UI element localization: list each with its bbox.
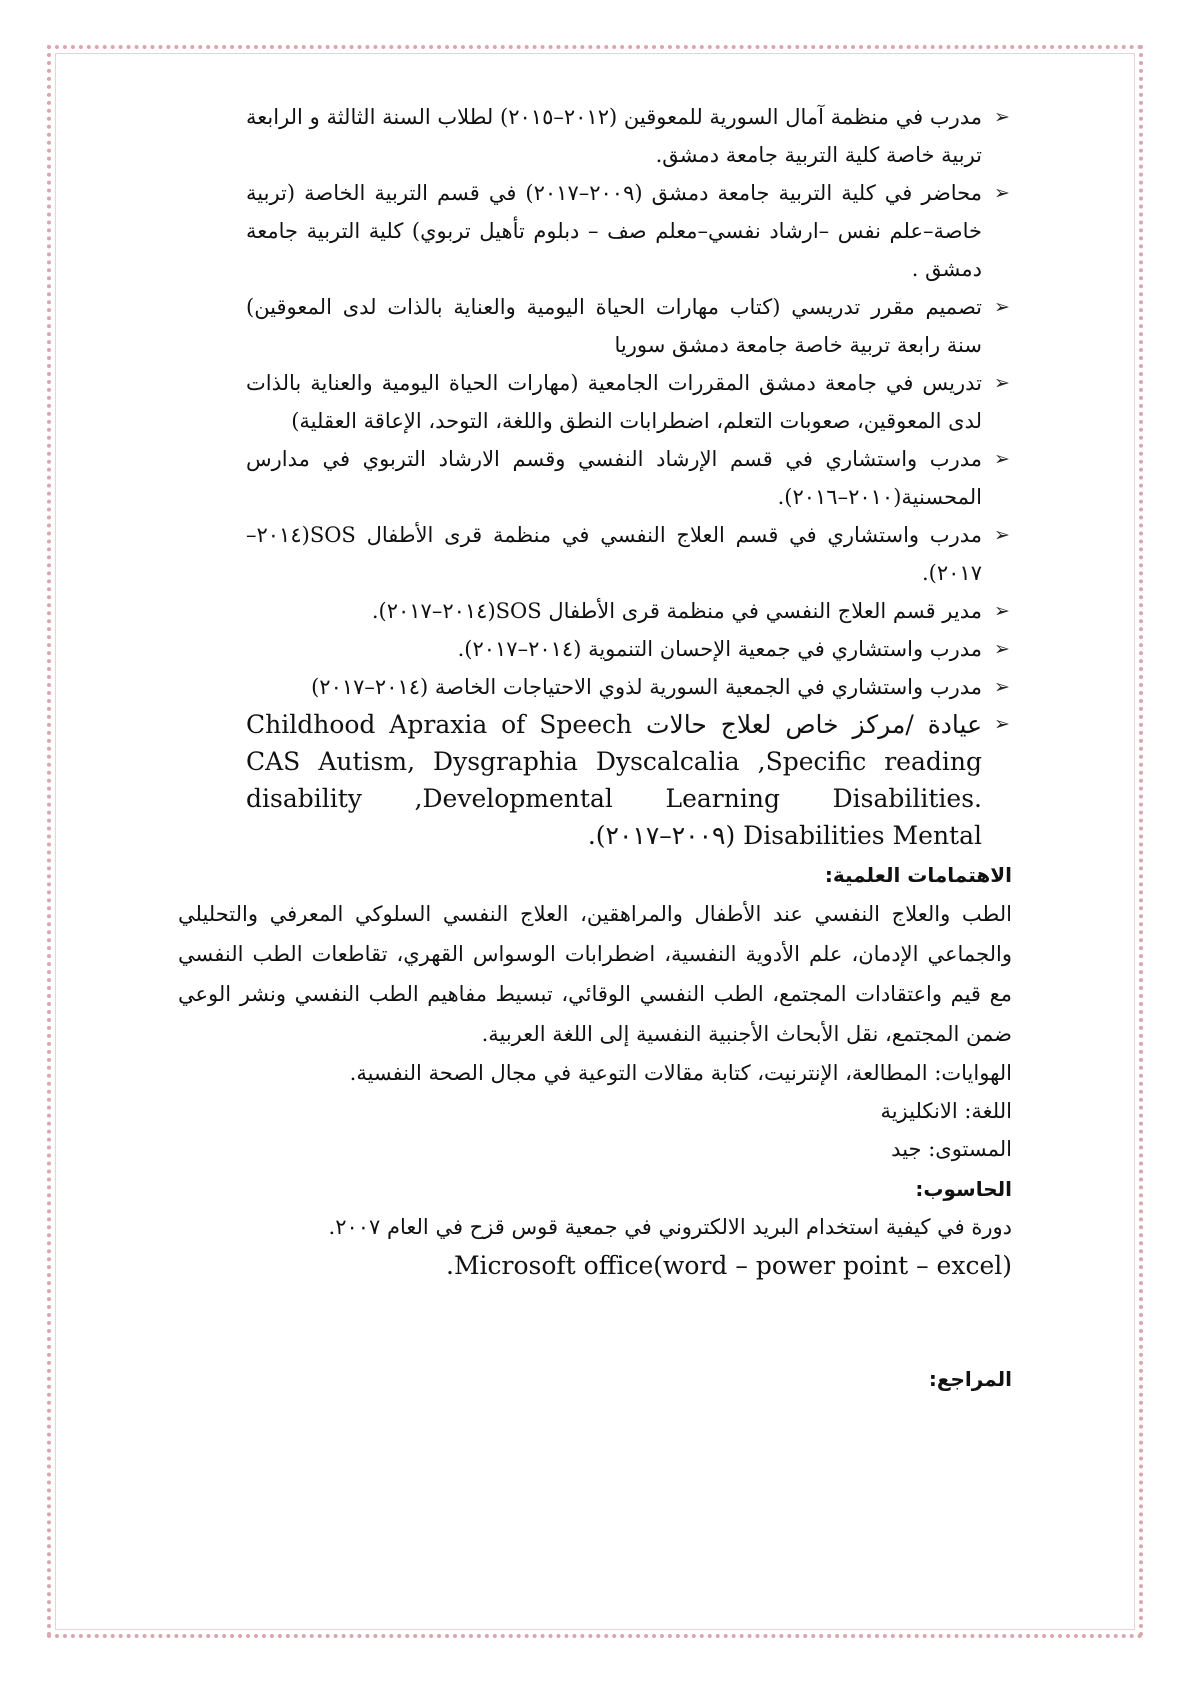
arrow-bullet-icon: ➢ bbox=[994, 524, 1010, 546]
list-item: ➢ تصميم مقرر تدريسي (كتاب مهارات الحياة اليومية والعناية بالذات لدى المعوقين) سنة رابعة تربية خاصة جامعة دمشق سوريا bbox=[246, 288, 1012, 364]
references-heading: المراجع: bbox=[928, 1367, 1012, 1391]
cv-content bbox=[178, 98, 1012, 1398]
list-item: ➢ مدرب واستشاري في قسم الإرشاد النفسي وقسم الارشاد التربوي في مدارس المحسنية(٢٠١٠–٢٠١٦). bbox=[246, 440, 1012, 516]
interests-text: الطب والعلاج النفسي عند الأطفال والمراهقين، العلاج النفسي السلوكي المعرفي والتحليلي والجماعي الإدمان، علم الأدوية النفسية، اضطرابات الوسواس القهري، تقاطعات الطب النفسي مع قيم واعتقادات المجتمع، الطب النفسي الوقائي، تبسيط مفاهيم الطب النفسي ونشر الوعي ضمن المجتمع، نقل الأبحاث الأجنبية النفسية إلى اللغة العربية. bbox=[178, 902, 1012, 1046]
arrow-bullet-icon: ➢ bbox=[994, 296, 1010, 318]
list-item: ➢ مدير قسم العلاج النفسي في منظمة قرى الأطفال SOS(٢٠١٤–٢٠١٧). bbox=[246, 592, 1012, 630]
arrow-bullet-icon: ➢ bbox=[994, 676, 1010, 698]
arrow-bullet-icon: ➢ bbox=[994, 448, 1010, 470]
computer-course-text: دورة في كيفية استخدام البريد الالكتروني في جمعية قوس قزح في العام ٢٠٠٧. bbox=[328, 1215, 1012, 1239]
arrow-bullet-icon: ➢ bbox=[994, 372, 1010, 394]
arrow-bullet-icon: ➢ bbox=[994, 638, 1010, 660]
hobbies-text: الهوايات: المطالعة، الإنترنيت، كتابة مقالات التوعية في مجال الصحة النفسية. bbox=[349, 1061, 1012, 1085]
arrow-bullet-icon: ➢ bbox=[994, 106, 1010, 128]
arrow-bullet-icon: ➢ bbox=[994, 182, 1010, 204]
list-item: ➢ مدرب في منظمة آمال السورية للمعوقين (٢٠١٢–٢٠١٥) لطلاب السنة الثالثة و الرابعة تربية خاصة كلية التربية جامعة دمشق. bbox=[246, 98, 1012, 174]
computer-office-text: Microsoft office(word – power point – excel). bbox=[445, 1251, 1012, 1280]
list-item: ➢ مدرب واستشاري في قسم العلاج النفسي في منظمة قرى الأطفال SOS(٢٠١٤–٢٠١٧). bbox=[246, 516, 1012, 592]
spacer bbox=[178, 1286, 1012, 1358]
interests-heading: الاهتمامات العلمية: bbox=[824, 863, 1012, 887]
list-item: ➢ تدريس في جامعة دمشق المقررات الجامعية (مهارات الحياة اليومية والعناية بالذات لدى المعوقين، صعوبات التعلم، اضطرابات النطق واللغة، التوحد، الإعاقة العقلية) bbox=[246, 364, 1012, 440]
arrow-bullet-icon: ➢ bbox=[994, 600, 1010, 622]
arrow-bullet-icon: ➢ bbox=[994, 713, 1010, 735]
list-item: ➢ عيادة /مركز خاص لعلاج حالات Childhood Apraxia of Speech CAS Autism, Dysgraphia Dyscalcalia ,Specific reading disability ,Developmental Learning Disabilities. Disabilities Mental (٢٠٠٩–٢٠١٧). bbox=[246, 706, 1012, 854]
list-item: ➢ محاضر في كلية التربية جامعة دمشق (٢٠٠٩–٢٠١٧) في قسم التربية الخاصة (تربية خاصة–علم نفس –ارشاد نفسي–معلم صف – دبلوم تأهيل تربوي) كلية التربية جامعة دمشق . bbox=[246, 174, 1012, 288]
experience-list bbox=[246, 98, 1012, 854]
list-item: ➢ مدرب واستشاري في الجمعية السورية لذوي الاحتياجات الخاصة (٢٠١٤–٢٠١٧) bbox=[246, 668, 1012, 706]
level-text: المستوى: جيد bbox=[891, 1137, 1012, 1161]
language-text: اللغة: الانكليزية bbox=[880, 1099, 1012, 1123]
computer-heading: الحاسوب: bbox=[915, 1177, 1012, 1201]
list-item: ➢ مدرب واستشاري في جمعية الإحسان التنموية (٢٠١٤–٢٠١٧). bbox=[246, 630, 1012, 668]
